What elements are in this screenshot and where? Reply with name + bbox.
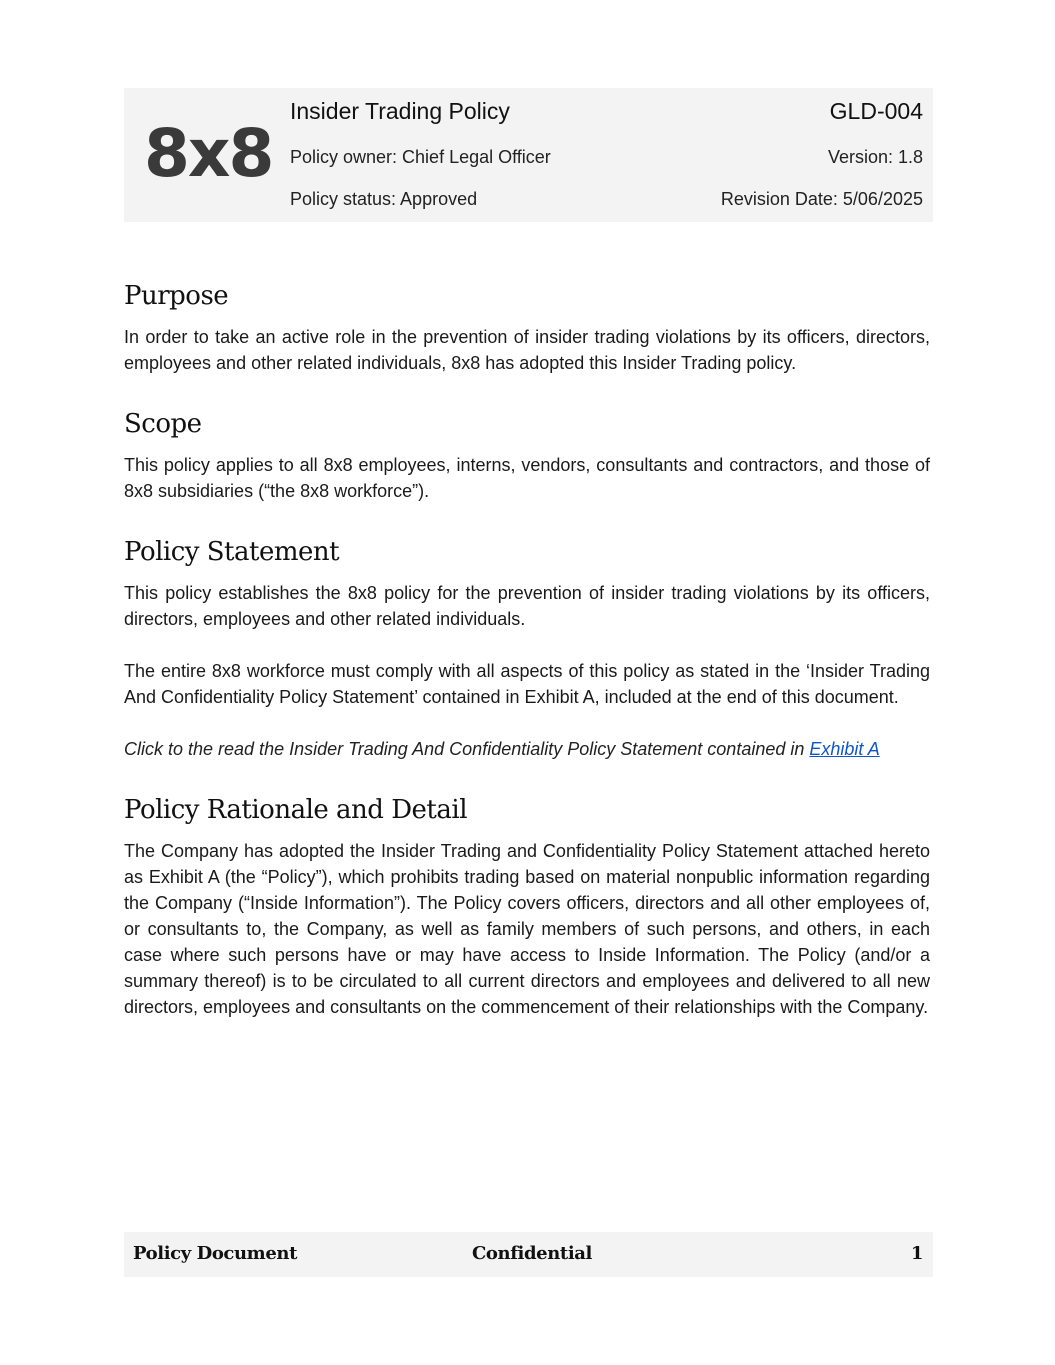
policy-header [124, 88, 933, 222]
company-logo: 8x8 [144, 115, 273, 192]
section-heading: Purpose [124, 281, 229, 311]
section-heading: Policy Rationale and Detail [124, 795, 468, 825]
policy-version: Version: 1.8 [827, 147, 923, 167]
policy-status: Policy status: Approved [290, 189, 478, 209]
revision-date: Revision Date: 5/06/2025 [720, 189, 923, 209]
policy-owner: Policy owner: Chief Legal Officer [290, 147, 551, 167]
exhibit-a-link[interactable]: Exhibit A [809, 739, 880, 759]
section-scope [124, 404, 930, 504]
policy-code: GLD-004 [829, 98, 923, 124]
section-paragraph: This policy applies to all 8x8 employees, interns, vendors, consultants and contractors, and those of 8x8 subsidiaries (“the 8x8 workforce”). [124, 455, 930, 501]
exhibit-note [124, 736, 930, 762]
section-paragraph: This policy establishes the 8x8 policy for the prevention of insider trading violations by its officers, directors, employees and other related individuals. [124, 583, 930, 629]
section-rationale [124, 790, 930, 1020]
document-body [124, 276, 930, 1048]
section-paragraph: The entire 8x8 workforce must comply with all aspects of this policy as stated in the ‘Insider Trading And Confidentiality Policy Statement’ contained in Exhibit A, included at the end of this document. [124, 661, 930, 707]
section-heading: Scope [124, 409, 202, 439]
section-paragraph: The Company has adopted the Insider Trading and Confidentiality Policy Statement attached hereto as Exhibit A (the “Policy”), which prohibits trading based on material nonpublic information regarding the Company (“Inside Information”). The Policy covers officers, directors and all other employees of, or consultants to, the Company, as well as family members of such persons, and others, in each case where such persons have or may have access to Inside Information. The Policy (and/or a summary thereof) is to be circulated to all current directors and employees and delivered to all new directors, employees and consultants on the commencement of their relationships with the Company. [124, 841, 930, 1017]
policy-title: Insider Trading Policy [290, 98, 510, 124]
footer-doc-type: Policy Document [133, 1243, 297, 1264]
exhibit-note-text: Click to the read the Insider Trading And Confidentiality Policy Statement contained in [124, 739, 810, 759]
footer-classification: Confidential [472, 1243, 592, 1264]
section-policy-statement [124, 532, 930, 762]
page-footer [124, 1232, 933, 1277]
section-paragraph: In order to take an active role in the prevention of insider trading violations by its officers, directors, employees and other related individuals, 8x8 has adopted this Insider Trading policy. [124, 327, 930, 373]
section-heading: Policy Statement [124, 537, 340, 567]
section-purpose [124, 276, 930, 376]
page-number: 1 [910, 1243, 923, 1264]
